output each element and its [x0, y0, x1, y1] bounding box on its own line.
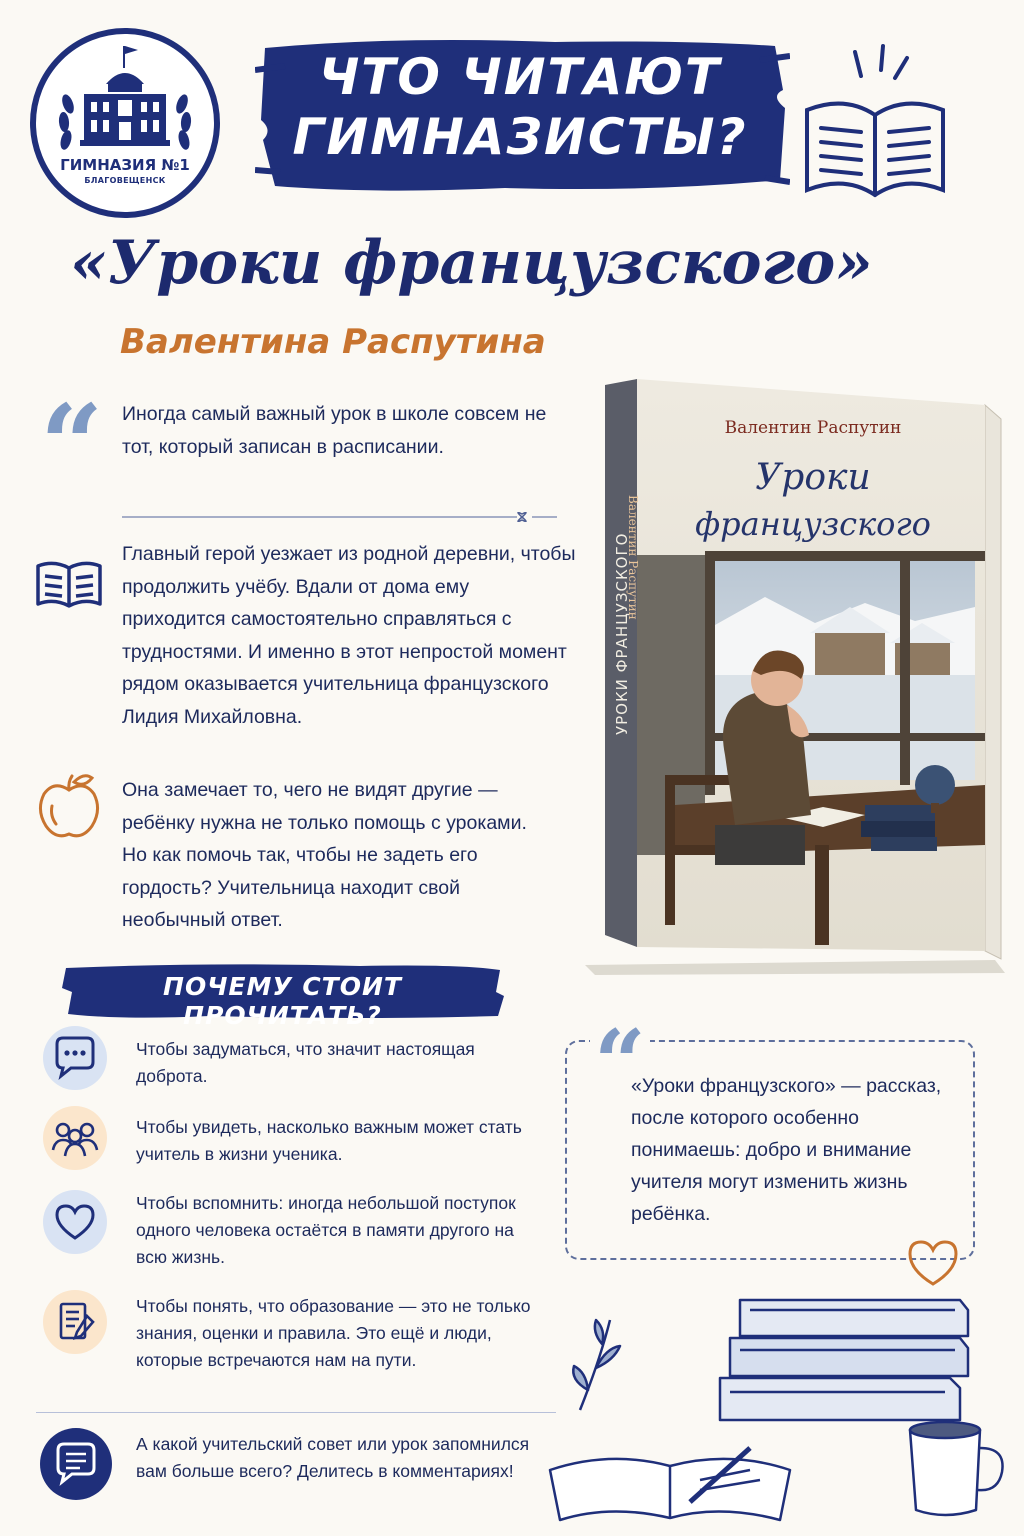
spine-title: УРОКИ ФРАНЦУЗСКОГО [613, 532, 631, 735]
school-logo [30, 28, 220, 218]
why-reason-4: Чтобы понять, что образование — это не только знания, оценки и правила. Это ещё и люди, которые встречаются нам на пути. [136, 1296, 531, 1370]
why-reason-3: Чтобы вспомнить: иногда небольшой поступок одного человека остаётся в памяти другого на всю жизнь. [136, 1193, 516, 1267]
cover-author: Валентин Распутин [724, 418, 902, 438]
header-title-line1: ЧТО ЧИТАЮТ [318, 48, 722, 106]
open-book-icon [795, 40, 955, 215]
book-author: Валентина Распутина [120, 322, 546, 362]
bow-divider [122, 512, 557, 522]
book-title: «Уроки французского» [70, 228, 873, 298]
why-section-title: ПОЧЕМУ СТОИТ ПРОЧИТАТЬ? [163, 972, 402, 1030]
school-name: ГИМНАЗИЯ №1 [60, 156, 190, 174]
quote-icon: “ [590, 1018, 650, 1108]
heart-icon [43, 1190, 107, 1254]
document-pen-icon [43, 1290, 107, 1354]
intro-paragraph: Иногда самый важный урок в школе совсем не тот, который записан в расписании. [122, 403, 547, 458]
why-icon-circle [43, 1190, 107, 1254]
school-building-icon [36, 34, 214, 212]
school-city: БЛАГОВЕЩЕНСК [84, 176, 166, 185]
cover-title-line1: Уроки [755, 457, 871, 498]
comment-bubble-icon [40, 1428, 112, 1500]
spine-author: Валентин Распутин [626, 495, 640, 620]
book-icon [34, 556, 104, 612]
people-icon [43, 1106, 107, 1170]
apple-icon [36, 770, 102, 842]
why-reason-2: Чтобы увидеть, насколько важным может стать учитель в жизни ученика. [136, 1117, 522, 1164]
books-still-life-illustration [540, 1280, 1020, 1530]
why-reason-1: Чтобы задуматься, что значит настоящая доброта. [136, 1039, 475, 1086]
comment-prompt: А какой учительский совет или урок запомнился вам больше всего? Делитесь в комментариях! [136, 1434, 530, 1481]
teacher-paragraph: Она замечает то, чего не видят другие — ребёнку нужна не только помощь с уроками. Но как помочь так, чтобы не задеть его гордость? Учительница находит свой необычный ответ. [122, 779, 527, 931]
quote-icon: “ [40, 380, 104, 509]
comment-circle [40, 1428, 112, 1500]
header-title-line2: ГИМНАЗИСТЫ? [292, 108, 748, 166]
chat-bubble-icon [43, 1026, 107, 1090]
why-icon-circle [43, 1106, 107, 1170]
why-icon-circle [43, 1290, 107, 1354]
plot-paragraph: Главный герой уезжает из родной деревни, чтобы продолжить учёбу. Вдали от дома ему приходится самостоятельно справляться с трудностями. И именно в этот непростой момент рядом оказывается учительница французского Лидия Михайловна. [122, 543, 576, 728]
cover-title-line2: французского [695, 505, 931, 543]
section-divider [36, 1412, 556, 1413]
quote-card-text: «Уроки французского» — рассказ, после которого особенно понимаешь: добро и внимание учителя могут изменить жизнь ребёнка. [631, 1075, 942, 1225]
why-icon-circle [43, 1026, 107, 1090]
book-cover-image [565, 375, 1005, 975]
